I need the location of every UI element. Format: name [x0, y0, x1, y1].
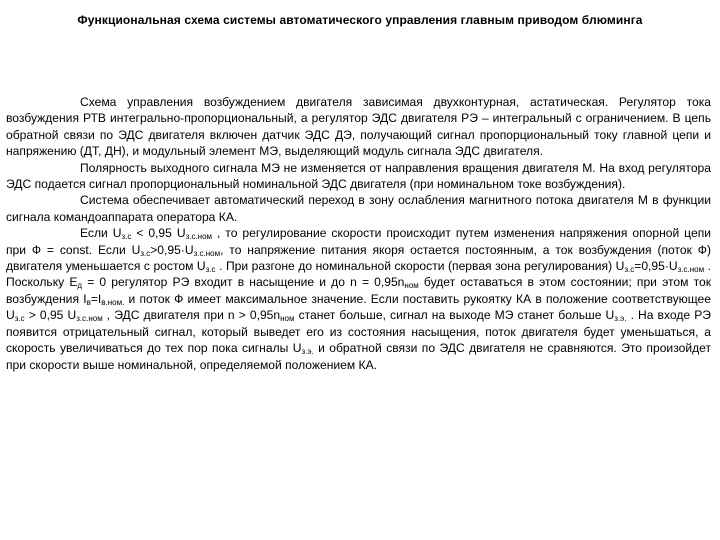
text-run: . На входе РЭ появится отрицательный сигнал, который выведет его из состояния насыщения, поток двигателя будет уменьшаться, а скорость увеличиваться до тех пор пока сигналы U	[6, 308, 711, 356]
text-run: , то регулирование скорости происходит путем изменения напряжения опорной цепи при Ф = const. Если U	[6, 226, 711, 257]
subscript: з.э.	[301, 347, 314, 357]
text-run: будет оставаться в этом состоянии; при этом ток возбуждения I	[6, 275, 711, 306]
subscript: з.с.ном	[677, 265, 705, 275]
text-run: < 0,95 U	[131, 226, 186, 241]
subscript: з.с	[14, 314, 25, 324]
subscript: в	[86, 297, 91, 307]
text-run: > 0,95 U	[24, 308, 77, 323]
text-run: >0,95·U	[150, 242, 194, 257]
text-run: = 0 регулятор РЭ входит в насыщение и до n = 0,95n	[82, 275, 405, 290]
subscript: з.э.	[614, 314, 627, 324]
subscript: з.с	[205, 265, 216, 275]
text-run: и поток Ф имеет максимальное значение. Если поставить рукоятку КА в положение соответствующее U	[6, 291, 711, 323]
text-run: , ЭДС двигателя при n > 0,95n	[102, 308, 281, 323]
subscript: ном	[404, 281, 419, 291]
paragraph-field-weakening: Система обеспечивает автоматический переход в зону ослабления магнитного потока двигателя М в функции сигнала командоаппарата оператора КА.	[6, 193, 711, 224]
subscript: з.с	[140, 248, 151, 258]
subscript: з.с	[624, 265, 635, 275]
text-run: станет больше, сигнал на выходе МЭ станет больше U	[294, 308, 615, 323]
text-run: . При разгоне до номинальной скорости (первая зона регулирования) U	[215, 259, 625, 274]
subscript: в.ном.	[101, 297, 125, 307]
paragraph-polarity: Полярность выходного сигнала МЭ не изменяется от направления вращения двигателя М. На вход регулятора ЭДС подается сигнал пропорциональный номинальной ЭДС двигателя (при номинальном токе возбуждения).	[6, 160, 711, 192]
text-run: =I	[90, 291, 102, 306]
subscript: з.с.ном	[193, 248, 221, 258]
page-title: Функциональная схема системы автоматического управления главным приводом блюминга	[77, 13, 643, 27]
subscript: з.с.ном	[76, 314, 103, 324]
text-run: =0,95·U	[634, 259, 678, 274]
text-run: . Поскольку E	[6, 259, 711, 290]
text-run: и обратной связи по ЭДС двигателя не сравняются. Это произойдет при скорости выше номинальной, определяемой положением КА.	[6, 341, 712, 372]
text-body	[6, 94, 711, 373]
paragraph-excitation-scheme: Схема управления возбуждением двигателя зависимая двухконтурная, астатическая. Регулятор тока возбуждения РТВ интегрально-пропорциональный, а регулятор ЭДС двигателя РЭ – интегральный с ограничением. В цепь обратной связи по ЭДС двигателя включен датчик ЭДС ДЭ, получающий сигнал пропорциональный току главной цепи и напряжению (ДТ, ДН), и модульный элемент МЭ, выделяющий модуль сигнала ЭДС двигателя.	[6, 95, 711, 159]
text-run: , то напряжение питания якоря остается постоянным, а ток возбуждения (поток Ф) двигателя уменьшается с ростом U	[6, 242, 711, 274]
subscript: ном	[280, 314, 295, 324]
subscript: д	[77, 281, 83, 291]
text-run: Если U	[80, 226, 122, 241]
paragraph-speed-regulation	[6, 225, 711, 373]
subscript: з.с.ном	[185, 232, 213, 242]
subscript: з.с	[121, 232, 132, 242]
